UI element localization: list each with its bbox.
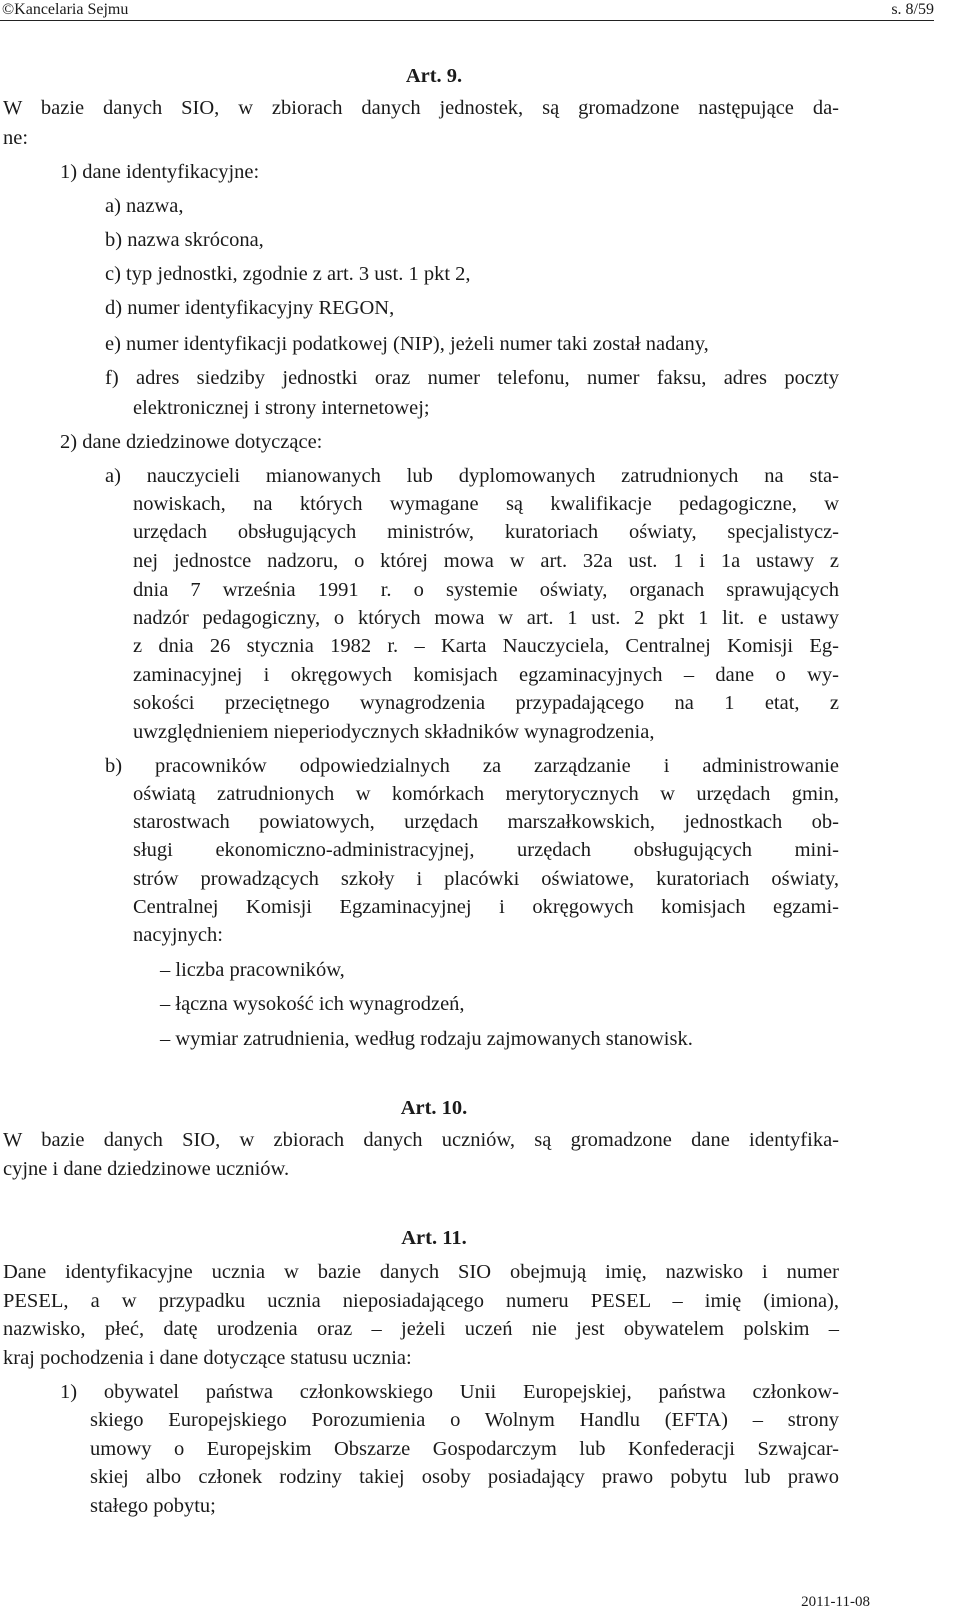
point-2a-line: dnia 7 września 1991 r. o systemie oświaty, organach sprawujących xyxy=(133,579,839,601)
point-2b-line: starostwach powiatowych, urzędach marszałkowskich, jednostkach ob- xyxy=(133,811,839,833)
dash-item-3: – wymiar zatrudnienia, według rodzaju zajmowanych stanowisk. xyxy=(160,1028,693,1050)
article-11-point-1-line: skiej albo członek rodziny takiej osoby posiadający prawo pobytu lub prawo xyxy=(90,1466,839,1488)
dash-item-2: – łączna wysokość ich wynagrodzeń, xyxy=(160,993,465,1015)
header-copyright: ©Kancelaria Sejmu xyxy=(2,1,129,18)
article-10-line-1: W bazie danych SIO, w zbiorach danych uczniów, są gromadzone dane identyfika- xyxy=(3,1129,839,1151)
header-page-number: s. 8/59 xyxy=(891,1,934,18)
point-1d: d) numer identyfikacyjny REGON, xyxy=(105,297,395,319)
dash-item-1: – liczba pracowników, xyxy=(160,959,345,981)
point-1c: c) typ jednostki, zgodnie z art. 3 ust. 1 pkt 2, xyxy=(105,263,471,285)
point-2a-line: z dnia 26 stycznia 1982 r. – Karta Nauczyciela, Centralnej Komisji Eg- xyxy=(133,635,839,657)
article-9-intro-line-2: ne: xyxy=(3,127,29,149)
article-9-intro-line-1: W bazie danych SIO, w zbiorach danych jednostek, są gromadzone następujące da- xyxy=(3,97,839,119)
article-11-body-line: kraj pochodzenia i dane dotyczące statusu ucznia: xyxy=(3,1347,412,1369)
point-1b: b) nazwa skrócona, xyxy=(105,229,264,251)
article-10-title: Art. 10. xyxy=(400,1097,468,1119)
point-2b-line: sługi ekonomiczno-administracyjnej, urzędach obsługujących mini- xyxy=(133,839,839,861)
point-2b-line: nacyjnych: xyxy=(133,924,223,946)
article-9-title: Art. 9. xyxy=(405,65,463,87)
article-11-point-1-line: 1) obywatel państwa członkowskiego Unii Europejskiej, państwa członkow- xyxy=(60,1381,839,1403)
point-2b-line: oświatą zatrudnionych w komórkach merytorycznych w urzędach gmin, xyxy=(133,783,839,805)
point-2a-line: urzędach obsługujących ministrów, kuratoriach oświaty, specjalistycz- xyxy=(133,521,839,543)
point-2a-line: zaminacyjnej i okręgowych komisjach egzaminacyjnych – dane o wy- xyxy=(133,664,839,686)
article-11-point-1-line: umowy o Europejskim Obszarze Gospodarczym lub Konfederacji Szwajcar- xyxy=(90,1438,839,1460)
point-2a-line: a) nauczycieli mianowanych lub dyplomowanych zatrudnionych na sta- xyxy=(105,465,839,487)
point-2b-line: b) pracowników odpowiedzialnych za zarządzanie i administrowanie xyxy=(105,755,839,777)
point-2a-line: sokości przeciętnego wynagrodzenia przypadającego na 1 etat, z xyxy=(133,692,839,714)
point-1a: a) nazwa, xyxy=(105,195,184,217)
article-11-point-1-line: skiego Europejskiego Porozumienia o Wolnym Handlu (EFTA) – strony xyxy=(90,1409,839,1431)
article-11-body-line: PESEL, a w przypadku ucznia nieposiadającego numeru PESEL – imię (imiona), xyxy=(3,1290,839,1312)
article-11-point-1-line: stałego pobytu; xyxy=(90,1495,216,1517)
point-1f-line-2: elektronicznej i strony internetowej; xyxy=(133,397,430,419)
point-1: 1) dane identyfikacyjne: xyxy=(60,161,260,183)
point-1f-line-1: f) adres siedziby jednostki oraz numer telefonu, numer faksu, adres poczty xyxy=(105,367,839,389)
point-2b-line: strów prowadzących szkoły i placówki oświatowe, kuratoriach oświaty, xyxy=(133,868,839,890)
article-10-line-2: cyjne i dane dziedzinowe uczniów. xyxy=(3,1158,290,1180)
footer-date: 2011-11-08 xyxy=(801,1594,870,1610)
article-11-body-line: nazwisko, płeć, datę urodzenia oraz – jeżeli uczeń nie jest obywatelem polskim – xyxy=(3,1318,839,1340)
point-2a-line: nadzór pedagogiczny, o których mowa w art. 1 ust. 2 pkt 1 lit. e ustawy xyxy=(133,607,839,629)
point-2: 2) dane dziedzinowe dotyczące: xyxy=(60,431,323,453)
point-1e: e) numer identyfikacji podatkowej (NIP), jeżeli numer taki został nadany, xyxy=(105,333,709,355)
header-rule xyxy=(0,20,934,21)
point-2a-line: nowiskach, na których wymagane są kwalifikacje pedagogiczne, w xyxy=(133,493,839,515)
point-2a-line: nej jednostce nadzoru, o której mowa w art. 32a ust. 1 i 1a ustawy z xyxy=(133,550,839,572)
article-11-body-line: Dane identyfikacyjne ucznia w bazie danych SIO obejmują imię, nazwisko i numer xyxy=(3,1261,839,1283)
point-2b-line: Centralnej Komisji Egzaminacyjnej i okręgowych komisjach egzami- xyxy=(133,896,839,918)
article-11-title: Art. 11. xyxy=(401,1227,467,1249)
point-2a-line: uwzględnieniem nieperiodycznych składników wynagrodzenia, xyxy=(133,721,655,743)
